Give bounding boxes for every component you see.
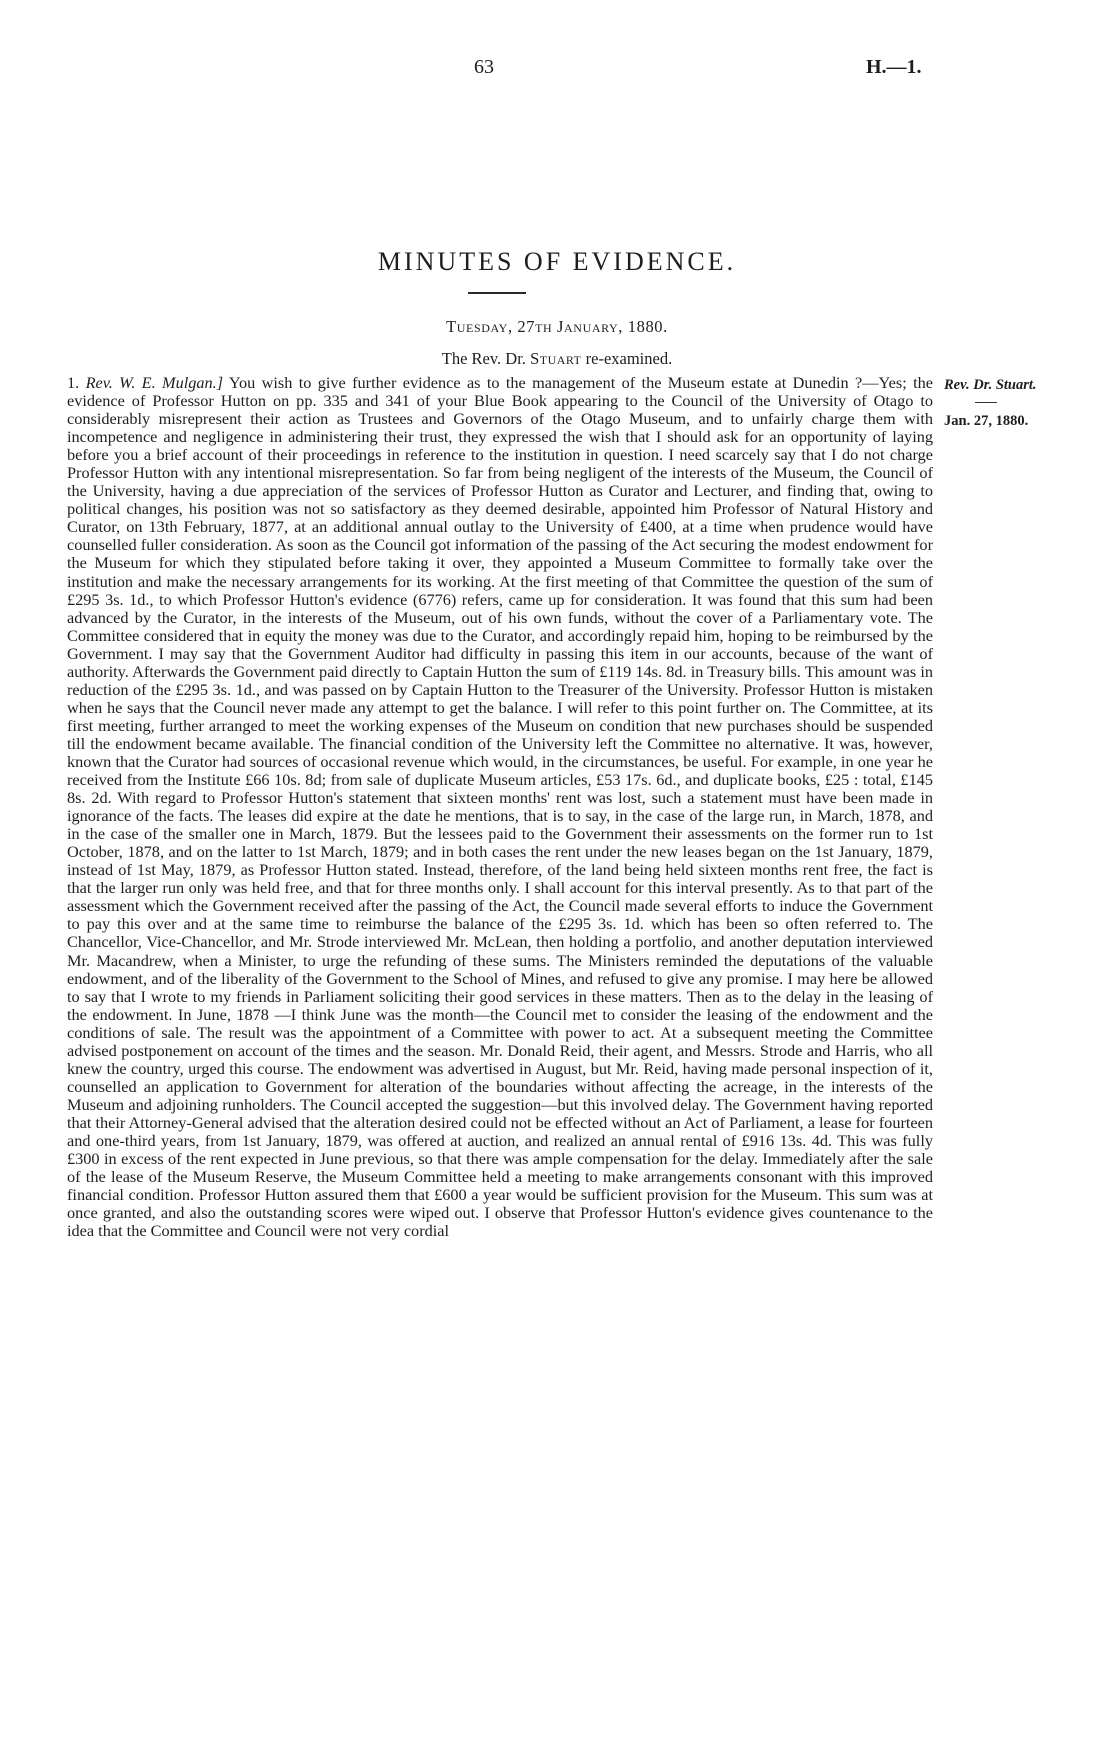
margin-rule (975, 402, 997, 403)
margin-date: Jan. 27, 1880. (944, 413, 1029, 429)
questioner: Rev. W. E. Mulgan.] (85, 373, 224, 392)
evidence-text: You wish to give further evidence as to the management of the Museum estate at Dunedin ?—Yes; the evidence of Professor Hutton on pp. 335 and 341 of your Blue Book appearing to the Council of the University of Otago to considerably misrepresent their action as Trustees and Governors of the Otago Museum, and to unfairly charge them with incompetence and negligence in administering their trust, they expressed the wish that I should ask for an opportunity of laying before you a brief account of their proceedings in reference to the institution in question. I need scarcely say that I do not charge Professor Hutton with any intentional misrepresentation. So far from being negligent of the interests of the Museum, the Council of the University, having a due appreciation of the services of Professor Hutton as Curator and Lecturer, and finding that, owing to political changes, his position was not so satisfactory as they deemed desirable, appointed him Professor of Natural History and Curator, on 13th February, 1877, at an additional annual outlay to the University of £400, at a time when prudence would have counselled fuller consideration. As soon as the Council got information of the passing of the Act securing the modest endowment for the Museum for which they stipulated before taking it over, they appointed a Museum Committee to formally take over the institution and make the necessary arrangements for its working. At the first meeting of that Committee the question of the sum of £295 3s. 1d., to which Professor Hutton's evidence (6776) refers, came up for consideration. It was found that this sum had been advanced by the Curator, in the interests of the Museum, out of his own funds, without the cover of a Parliamentary vote. The Committee considered that in equity the money was due to the Curator, and accordingly repaid him, hoping to be reimbursed by the Government. I may say that the Government Auditor had difficulty in passing this item in our accounts, because of the want of authority. Afterwards the Government paid directly to Captain Hutton the sum of £119 14s. 8d. in Treasury bills. This amount was in reduction of the £295 3s. 1d., and was passed on by Captain Hutton to the Treasurer of the University. Professor Hutton is mistaken when he says that the Council never made any attempt to get the balance. I will refer to this point further on. The Committee, at its first meeting, further arranged to meet the working expenses of the Museum on condition that new purchases should be suspended till the endowment became available. The financial condition of the University left the Committee no alternative. It was, however, known that the Curator had sources of occasional revenue which would, in the circumstances, be useful. For example, in one year he received from the Institute £66 10s. 8d; from sale of duplicate Museum articles, £53 17s. 6d., and duplicate books, £25 : total, £145 8s. 2d. With regard to Professor Hutton's statement that sixteen months' rent was lost, such a statement must have been made in ignorance of the facts. The leases did expire at the date he mentions, that is to say, in the case of the large run, in March, 1878, and in the case of the smaller one in March, 1879. But the lessees paid to the Government their assessments on the former run to 1st October, 1878, and on the latter to 1st March, 1879; and in both cases the rent under the new leases began on the 1st January, 1879, instead of 1st May, 1879, as Professor Hutton stated. Instead, therefore, of the land being held sixteen months rent free, the fact is that the larger run only was held free, and that for three months only. I shall account for this interval presently. As to that part of the assessment which the Government received after the passing of the Act, the Council made several efforts to induce the Government to pay this over and at the same time to reimburse the balance of the £295 3s. 1d. which has been so often referred to. The Chancellor, Vice-Chancellor, and Mr. Strode interviewed Mr. McLean, then holding a portfolio, and another deputation interviewed Mr. Macandrew, when a Minister, to urge the refunding of these sums. The Ministers reminded the deputations of the valuable endowment, and of the liberality of the Government to the School of Mines, and refused to give any promise. I may here be allowed to say that I wrote to my friends in Parliament soliciting their good services in these matters. Then as to the delay in the leasing of the endowment. In June, 1878 —I think June was the month—the Council met to consider the leasing of the endowment and the conditions of sale. The result was the appointment of a Committee with power to act. At a subsequent meeting the Committee advised postponement on account of the times and the season. Mr. Donald Reid, their agent, and Messrs. Strode and Harris, who all knew the country, urged this course. The endowment was advertised in August, but Mr. Reid, having made personal inspection of it, counselled an application to Government for alteration of the boundaries without affecting the acreage, in the interests of the Museum and adjoining runholders. The Council accepted the suggestion—but this involved delay. The Government having reported that their Attorney-General advised that the alteration desired could not be effected without an Act of Parliament, a lease for fourteen and one-third years, from 1st January, 1879, was offered at auction, and realized an annual rental of £916 13s. 4d. This was fully £300 in excess of the rent expected in June previous, so that there was ample compensation for the delay. Immediately after the sale of the lease of the Museum Reserve, the Museum Committee held a meeting to make arrangements consonant with this improved financial condition. Professor Hutton assured them that £600 a year would be sufficient provision for the Museum. This sum was at once granted, and also the outstanding scores were wiped out. I observe that Professor Hutton's evidence gives countenance to the idea that the Committee and Council were not very cordial (67, 373, 933, 1241)
witness-line (0, 349, 1114, 369)
evidence-paragraph (67, 374, 933, 1240)
question-number: 1. (67, 373, 80, 392)
witness-suffix: re-examined. (585, 349, 673, 368)
page-number: 63 (474, 56, 494, 78)
witness-prefix: The Rev. Dr. (441, 349, 526, 368)
witness-name: Stuart (530, 349, 582, 368)
page-title: MINUTES OF EVIDENCE. (377, 247, 737, 276)
margin-note (944, 377, 1074, 430)
margin-witness: Rev. Dr. Stuart. (944, 377, 1037, 393)
session-date: Tuesday, 27th January, 1880. (446, 317, 668, 336)
document-reference: H.—1. (866, 56, 922, 78)
title-rule (468, 292, 526, 294)
